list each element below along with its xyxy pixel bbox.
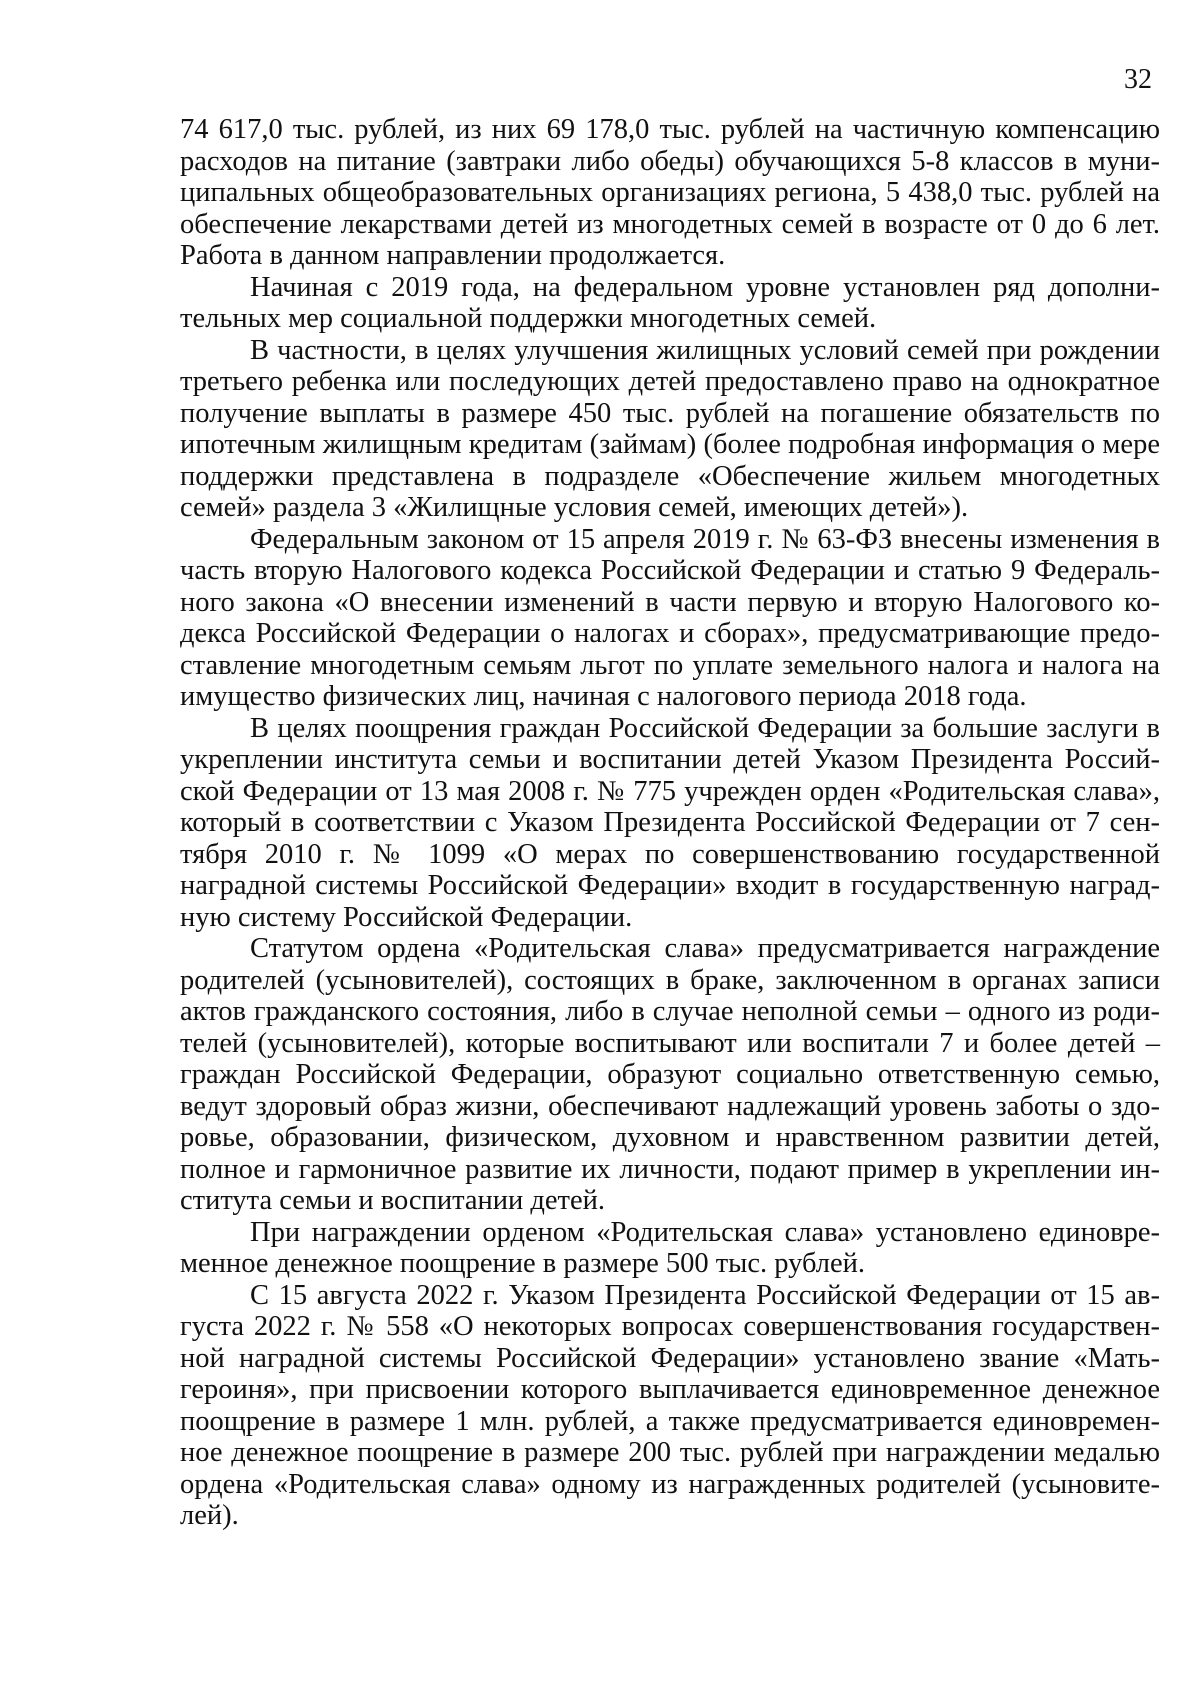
paragraph: Статутом ордена «Родительская слава» предусматривается награждение родителей (усыновителей), состоящих в браке, заключенном в органах записи актов гражданского состояния, либо в случае неполной семьи – одного из родителей (усыновителей), которые воспитывают или воспитали 7 и более детей – граждан Российской Федерации, образуют социально ответственную семью, ведут здоровый образ жизни, обеспечивают надлежащий уровень заботы о здоровье, образовании, физическом, духовном и нравственном развитии детей, полное и гармоничное развитие их личности, подают пример в укреплении института семьи и воспитании детей. <box>180 933 1160 1216</box>
paragraph: При награждении орденом «Родительская слава» установлено единовременное денежное поощрение в размере 500 тыс. рублей. <box>180 1216 1160 1279</box>
paragraph: С 15 августа 2022 г. Указом Президента Российской Федерации от 15 августа 2022 г. № 558 «О некоторых вопросах совершенствования государственной наградной системы Российской Федерации» установлено звание «Мать-героиня», при присвоении которого выплачивается единовременное денежное поощрение в размере 1 млн. рублей, а также предусматривается единовременное денежное поощрение в размере 200 тыс. рублей при награждении медалью ордена «Родительская слава» одному из награжденных родителей (усыновителей). <box>180 1279 1160 1531</box>
paragraph: В целях поощрения граждан Российской Федерации за большие заслуги в укреплении института семьи и воспитании детей Указом Президента Российской Федерации от 13 мая 2008 г. № 775 учрежден орден «Родительская слава», который в соответствии с Указом Президента Российской Федерации от 7 сентября 2010 г. № 1099 «О мерах по совершенствованию государственной наградной системы Российской Федерации» входит в государственную наградную систему Российской Федерации. <box>180 712 1160 933</box>
paragraph: В частности, в целях улучшения жилищных условий семей при рождении третьего ребенка или последующих детей предоставлено право на однократное получение выплаты в размере 450 тыс. рублей на погашение обязательств по ипотечным жилищным кредитам (займам) (более подробная информация о мере поддержки представлена в подразделе «Обеспечение жильем многодетных семей» раздела 3 «Жилищные условия семей, имеющих детей»). <box>180 334 1160 523</box>
paragraph-continuation: 74 617,0 тыс. рублей, из них 69 178,0 тыс. рублей на частичную компенсацию расходов на питание (завтраки либо обеды) обучающихся 5-8 классов в муниципальных общеобразовательных организациях региона, 5 438,0 тыс. рублей на обеспечение лекарствами детей из многодетных семей в возрасте от 0 до 6 лет. Работа в данном направлении продолжается. <box>180 114 1160 271</box>
paragraph: Начиная с 2019 года, на федеральном уровне установлен ряд дополнительных мер социальной поддержки многодетных семей. <box>180 271 1160 334</box>
paragraph: Федеральным законом от 15 апреля 2019 г. № 63-ФЗ внесены изменения в часть вторую Налогового кодекса Российской Федерации и статью 9 Федерального закона «О внесении изменений в части первую и вторую Налогового кодекса Российской Федерации о налогах и сборах», предусматривающие предоставление многодетным семьям льгот по уплате земельного налога и налога на имущество физических лиц, начиная с налогового периода 2018 года. <box>180 523 1160 712</box>
page-number: 32 <box>1124 64 1152 95</box>
document-body <box>180 114 1160 1532</box>
